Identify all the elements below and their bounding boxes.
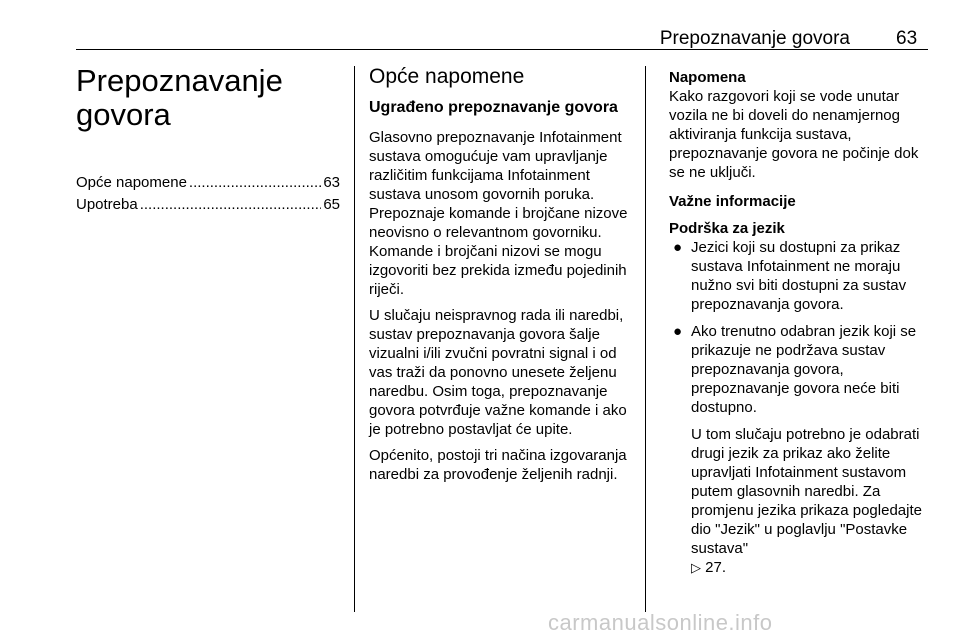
column-divider — [645, 66, 646, 612]
section-heading: Opće napomene — [369, 65, 525, 88]
toc-entry-page: 65 — [323, 196, 340, 213]
chapter-title: Prepoznavanje govora — [76, 63, 283, 132]
followup-paragraph — [691, 425, 931, 577]
body-paragraph: U slučaju neispravnog rada ili naredbi, sustav prepoznavanja govora šalje vizualni i/ili zvučni povratni signal i od vas traži da ponovno unesete željenu naredbu. Osim toga, prepoznavanje govora potvrđuje važne komande i ako je potrebno postavljat će upite. — [369, 307, 627, 438]
side-column — [669, 68, 931, 585]
bullet-list — [669, 238, 931, 577]
main-section — [369, 64, 637, 491]
important-heading: Važne informacije — [669, 193, 796, 210]
list-item-text: Jezici koji su dostupni za prikaz sustava Infotainment ne moraju nužno svi biti dostupni za sustav prepoznavanja govora. — [691, 239, 907, 313]
reference-arrow-icon: ▷ — [691, 560, 701, 575]
body-paragraph: Glasovno prepoznavanje Infotainment sustava omogućuje vam upravljanje različitim funkcijama Infotainment sustava unosom govornih poruka. Prepoznaje komande i brojčane nizove neovisno o relevantnom govorniku. Komande i brojčani nizovi se mogu izgovoriti bez prekida između pojedinih riječi. — [369, 129, 628, 298]
language-support-heading: Podrška za jezik — [669, 220, 785, 237]
toc-leader-dots — [189, 172, 321, 194]
note-box — [669, 68, 931, 182]
list-item-text: Ako trenutno odabran jezik koji se prikazuje ne podržava sustav prepoznavanja govora, prepoznavanje govora neće biti dostupno. — [691, 323, 917, 416]
toc-entry-label: Opće napomene — [76, 174, 187, 191]
page-number: 63 — [896, 28, 918, 49]
followup-text: U tom slučaju potrebno je odabrati drugi jezik za prikaz ako želite upravljati Infotainment sustavom putem glasovnih naredbi. Za promjenu jezika prikaza pogledajte dio "Jezik" u poglavlju "Postavke sustava" — [691, 426, 922, 557]
toc-leader-dots — [140, 194, 322, 216]
column-divider — [354, 66, 355, 612]
list-item — [669, 322, 931, 577]
bullet-icon: ● — [673, 323, 683, 340]
body-paragraph: Općenito, postoji tri načina izgovaranja naredbi za provođenje željenih radnji. — [369, 447, 627, 483]
section-subheading: Ugrađeno prepoznavanje govora — [369, 99, 618, 116]
bullet-icon: ● — [673, 239, 683, 256]
watermark: carmanualsonline.info — [548, 610, 773, 635]
toc-entry-page: 63 — [323, 174, 340, 191]
header-rule — [76, 49, 928, 50]
note-title: Napomena — [669, 69, 746, 86]
reference-page-link[interactable]: 27. — [705, 559, 727, 576]
table-of-contents — [76, 172, 340, 216]
toc-entry[interactable] — [76, 172, 340, 194]
list-item — [669, 238, 931, 314]
toc-entry-label: Upotreba — [76, 196, 138, 213]
toc-entry[interactable] — [76, 194, 340, 216]
note-text: Kako razgovori koji se vode unutar vozila ne bi doveli do nenamjernog aktiviranja funkcija sustava, prepoznavanje govora ne počinje dok se ne uključi. — [669, 88, 919, 181]
running-header-title: Prepoznavanje govora — [659, 28, 850, 49]
